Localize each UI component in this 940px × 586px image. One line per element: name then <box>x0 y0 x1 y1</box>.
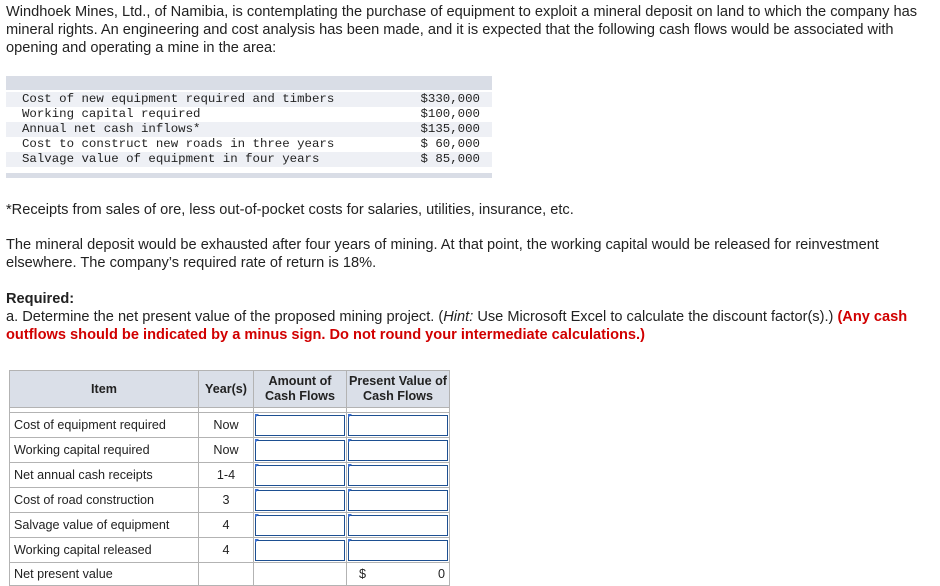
present-value-input[interactable] <box>348 540 448 561</box>
exhaustion-note: The mineral deposit would be exhausted after four years of mining. At that point, the working capital would be released for reinvestment elsewhere. The company’s required rate of return is 18%. <box>6 237 879 271</box>
given-row <box>6 92 492 107</box>
input-flag-icon <box>348 489 352 493</box>
given-label: Cost to construct new roads in three years <box>22 137 335 151</box>
item-label: Working capital released <box>10 538 199 563</box>
year-label: 4 <box>199 538 254 563</box>
item-label: Net annual cash receipts <box>10 463 199 488</box>
given-value: $135,000 <box>420 122 480 136</box>
header-present-value: Present Value of Cash Flows <box>347 371 450 408</box>
amount-input[interactable] <box>255 440 345 461</box>
input-flag-icon <box>348 514 352 518</box>
data-footer-bar <box>6 173 492 178</box>
table-row <box>10 538 450 563</box>
amount-input[interactable] <box>255 490 345 511</box>
given-row <box>6 107 492 122</box>
year-label: Now <box>199 413 254 438</box>
present-value-input[interactable] <box>348 440 448 461</box>
part-a-question <box>6 308 934 344</box>
item-label: Cost of road construction <box>10 488 199 513</box>
amount-input[interactable] <box>255 415 345 436</box>
given-label: Annual net cash inflows* <box>22 122 201 136</box>
given-label: Working capital required <box>22 107 201 121</box>
table-row <box>10 463 450 488</box>
part-a-text-2: Use Microsoft Excel to calculate the discount factor(s).) <box>473 309 838 325</box>
year-label: 4 <box>199 513 254 538</box>
given-row <box>6 122 492 137</box>
present-value-input[interactable] <box>348 515 448 536</box>
part-a-text: a. Determine the net present value of the proposed mining project. ( <box>6 309 444 325</box>
item-label: Cost of equipment required <box>10 413 199 438</box>
table-row <box>10 488 450 513</box>
given-value: $ 60,000 <box>420 137 480 151</box>
npv-row <box>10 563 450 586</box>
given-row <box>6 152 492 167</box>
present-value-input[interactable] <box>348 415 448 436</box>
input-flag-icon <box>255 439 259 443</box>
header-amount: Amount of Cash Flows <box>254 371 347 408</box>
year-label: Now <box>199 438 254 463</box>
hint-label: Hint: <box>443 309 474 325</box>
given-value: $100,000 <box>420 107 480 121</box>
required-heading: Required: <box>6 291 75 307</box>
npv-value: 0 <box>437 567 445 581</box>
item-label: Working capital required <box>10 438 199 463</box>
input-flag-icon <box>348 439 352 443</box>
header-years: Year(s) <box>199 371 254 408</box>
given-row <box>6 137 492 152</box>
footnote: *Receipts from sales of ore, less out-of-pocket costs for salaries, utilities, insurance, etc. <box>6 202 574 218</box>
currency-symbol: $ <box>359 567 367 581</box>
amount-input[interactable] <box>255 515 345 536</box>
table-header-row <box>10 371 450 408</box>
input-flag-icon <box>255 514 259 518</box>
table-row <box>10 513 450 538</box>
instruction-warning: (Any cash outflows should be indicated by a minus sign. Do not round your intermediate calculations.) <box>6 309 908 343</box>
given-label: Cost of new equipment required and timbers <box>22 92 335 106</box>
npv-total <box>347 563 450 586</box>
input-flag-icon <box>255 414 259 418</box>
given-label: Salvage value of equipment in four years <box>22 152 320 166</box>
input-flag-icon <box>348 539 352 543</box>
table-row <box>10 438 450 463</box>
table-row <box>10 413 450 438</box>
input-flag-icon <box>348 464 352 468</box>
year-label: 1-4 <box>199 463 254 488</box>
year-label: 3 <box>199 488 254 513</box>
problem-intro: Windhoek Mines, Ltd., of Namibia, is contemplating the purchase of equipment to exploit a mineral deposit on land to which the company has mineral rights. An engineering and cost analysis has been made, and it is expected that the following cash flows would be associated with opening and operating a mine in the area: <box>6 4 917 56</box>
data-header-bar <box>6 76 492 90</box>
header-item: Item <box>10 371 199 408</box>
present-value-input[interactable] <box>348 490 448 511</box>
input-flag-icon <box>255 539 259 543</box>
npv-label: Net present value <box>10 563 199 586</box>
amount-input[interactable] <box>255 465 345 486</box>
input-flag-icon <box>348 414 352 418</box>
input-flag-icon <box>255 489 259 493</box>
npv-table <box>9 370 450 586</box>
given-value: $ 85,000 <box>420 152 480 166</box>
item-label: Salvage value of equipment <box>10 513 199 538</box>
amount-input[interactable] <box>255 540 345 561</box>
input-flag-icon <box>255 464 259 468</box>
given-cash-flows <box>6 76 492 178</box>
given-value: $330,000 <box>420 92 480 106</box>
present-value-input[interactable] <box>348 465 448 486</box>
